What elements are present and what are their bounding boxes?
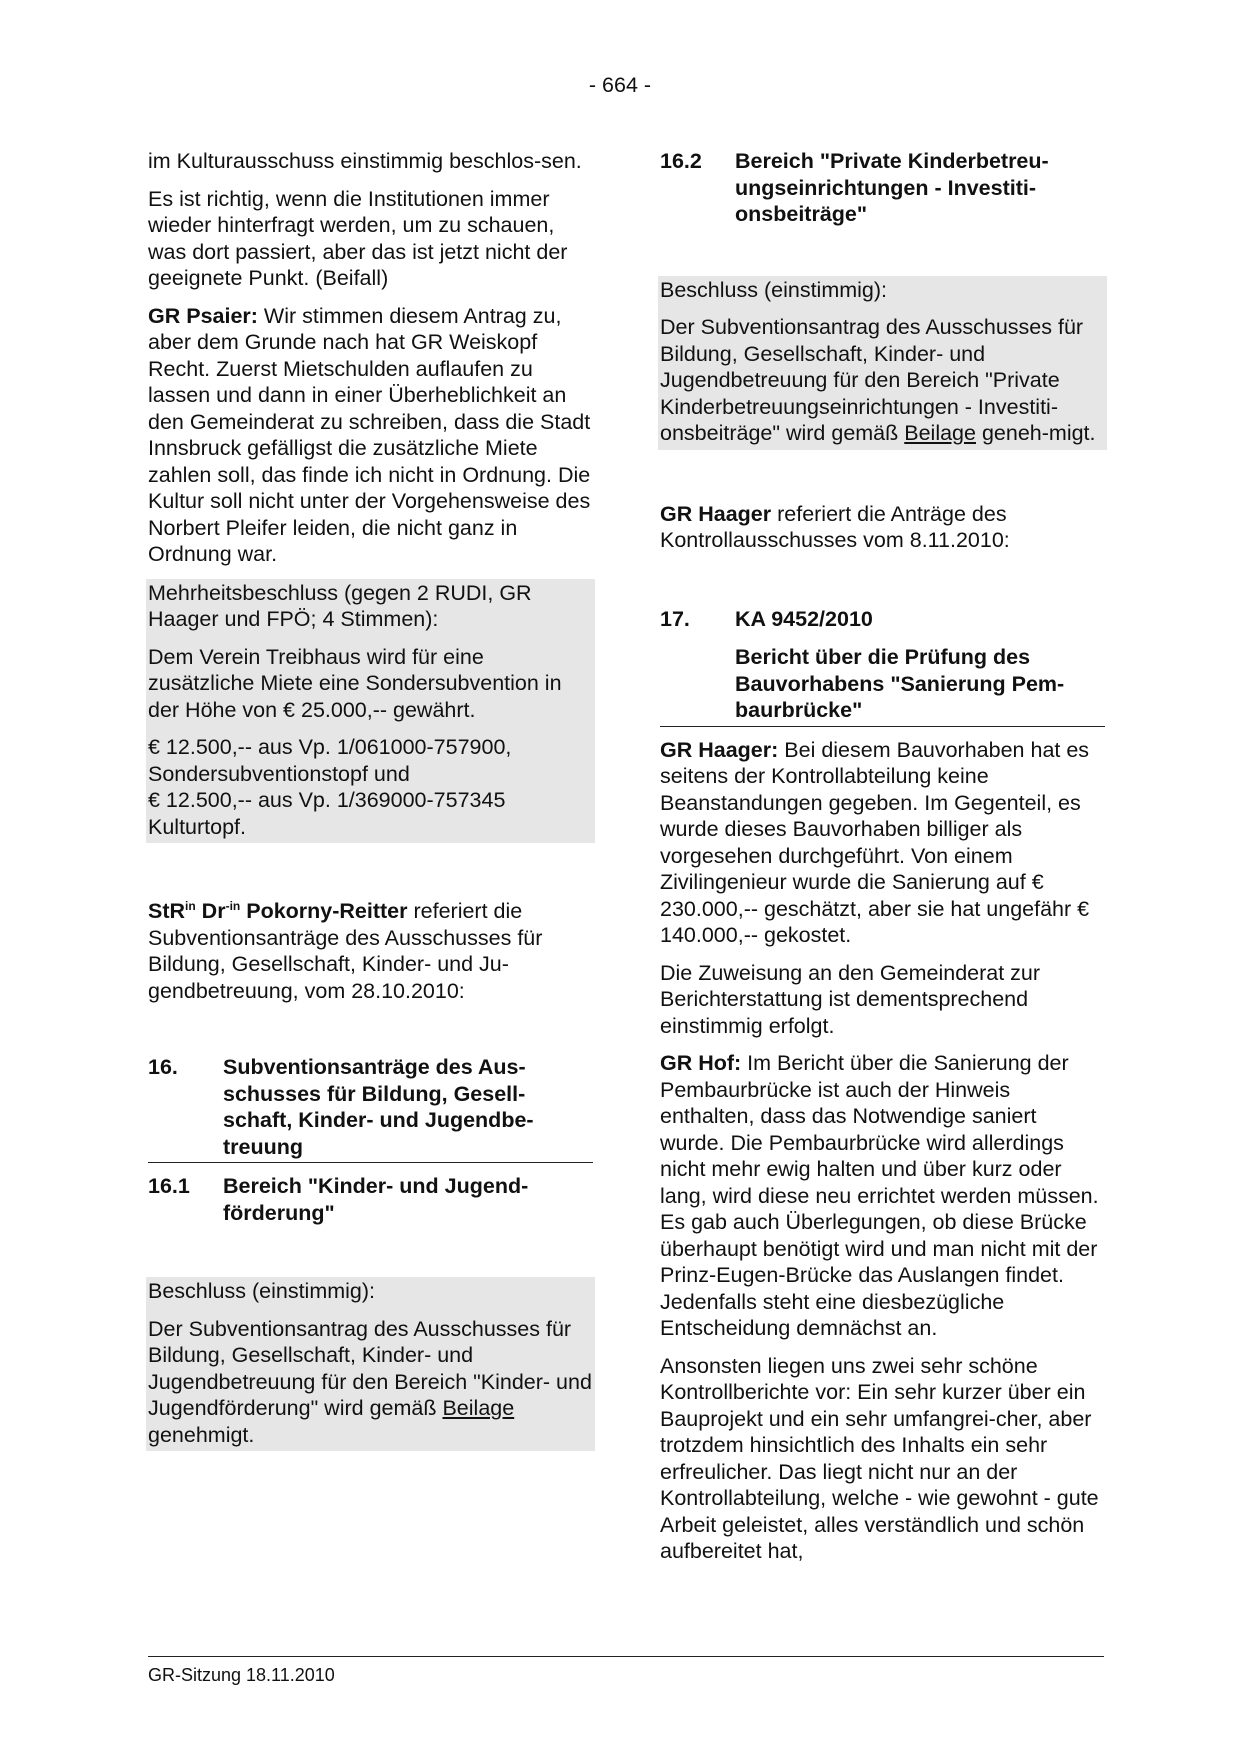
- right-column: [660, 148, 1105, 1576]
- attachment-reference: Beilage: [442, 1396, 515, 1420]
- agenda-title: Bericht über die Prüfung des Bauvorhabens "Sanierung Pem-baurbrücke": [735, 645, 1065, 722]
- speech-text: Bei diesem Bauvorhaben hat es seitens der Kontrollabteilung keine Beanstandungen gegeben. Im Gegenteil, es wurde dieses Bauvorhaben billiger als vorgesehen durchgeführt. Von einem Zivilingenieur wurde die Sanierung auf € 230.000,-- geschätzt, aber sie hat ungefähr € 140.000,-- gekostet.: [660, 737, 1090, 947]
- agenda-heading-16-1: [148, 1173, 593, 1226]
- speaker-name: GR Haager: [660, 501, 772, 526]
- paragraph: Ansonsten liegen uns zwei sehr schöne Kontrollberichte vor: Ein sehr kurzer über ein Bauprojekt und ein sehr umfangrei-cher, aber trotzdem hinsichtlich des Inhalts ein sehr erfreulicher. Das liegt nicht nur an der Kontrollabteilung, welche - wie gewohnt - gute Arbeit geleistet, alles verständlich und schön aufbereitet hat,: [660, 1353, 1099, 1563]
- paragraph: [660, 501, 1105, 554]
- resolution-type: Beschluss (einstimmig):: [660, 277, 887, 302]
- agenda-heading-17: [660, 606, 1105, 727]
- resolution-text: [660, 314, 1105, 447]
- agenda-number: 16.: [148, 1055, 178, 1079]
- funding-line: € 12.500,-- aus Vp. 1/369000-757345: [148, 788, 506, 812]
- resolution-text: Dem Verein Treibhaus wird für eine zusätzliche Miete eine Sondersubvention in der Höhe von € 25.000,-- gewährt.: [148, 644, 562, 722]
- attachment-reference: Beilage: [904, 421, 976, 445]
- agenda-heading-16: [148, 1054, 593, 1163]
- resolution-box: [146, 1277, 595, 1451]
- title-abbrev: Dr: [195, 899, 226, 923]
- resolution-box: [658, 276, 1107, 450]
- paragraph: Es ist richtig, wenn die Institutionen immer wieder hinterfragt werden, um zu schauen, was dort passiert, aber das ist jetzt nicht der geeignete Punkt. (Beifall): [148, 186, 568, 290]
- speaker-surname: Pokorny-Reitter: [240, 899, 408, 923]
- funding-line: Sondersubventionstopf und: [148, 761, 410, 786]
- agenda-heading-16-2: [660, 148, 1105, 228]
- resolution-box: [146, 579, 595, 844]
- speaker-name: GR Haager:: [660, 737, 779, 762]
- agenda-heading-row: [660, 606, 1105, 633]
- resolution-text: [148, 1316, 593, 1449]
- funding-line: € 12.500,-- aus Vp. 1/061000-757900,: [148, 735, 512, 759]
- agenda-ka-number: KA 9452/2010: [735, 606, 873, 631]
- resolution-type: Beschluss (einstimmig):: [148, 1279, 375, 1303]
- paragraph: Die Zuweisung an den Gemeinderat zur Berichterstattung ist dementsprechend einstimmig erfolgt.: [660, 960, 1041, 1038]
- page-number: - 664 -: [588, 73, 652, 97]
- resolution-body: Der Subventionsantrag des Ausschusses für Bildung, Gesellschaft, Kinder- und Jugendbetreuung für den Bereich "Private Kinderbetreuungseinrichtungen - Investiti-onsbeiträge" wird gemäß: [660, 315, 1084, 445]
- funding-line: Kulturtopf.: [148, 814, 246, 839]
- resolution-type: Mehrheitsbeschluss (gegen 2 RUDI, GR Haager und FPÖ; 4 Stimmen):: [148, 580, 532, 631]
- agenda-number: 17.: [660, 606, 690, 631]
- paragraph: [148, 303, 593, 568]
- title-sup: -in: [225, 899, 241, 913]
- agenda-number: 16.1: [148, 1174, 190, 1198]
- footer-session-date: GR-Sitzung 18.11.2010: [148, 1665, 335, 1685]
- speech-text: referiert die Anträge des Kontrollausschusses vom 8.11.2010:: [660, 501, 1010, 552]
- footer-divider: [148, 1656, 1104, 1657]
- paragraph: im Kulturausschuss einstimmig beschlos-sen.: [148, 149, 582, 173]
- report-text: referiert die Subventionsanträge des Ausschusses für Bildung, Gesellschaft, Kinder- und Ju-gendbetreuung, vom 28.10.2010:: [148, 899, 543, 1003]
- paragraph: [660, 1050, 1105, 1342]
- agenda-heading-row: [660, 644, 1105, 724]
- speaker-name: GR Psaier:: [148, 303, 258, 328]
- speech-text: Im Bericht über die Sanierung der Pembaurbrücke ist auch der Hinweis enthalten, dass das Notwendige saniert wurde. Die Pembaurbrücke wird allerdings nicht mehr ewig halten und über kurz oder lang, wird diese neu errichtet werden müssen. Es gab auch Überlegungen, ob diese Brücke überhaupt benötigt wird und man nicht mit der Prinz-Eugen-Brücke das Auslangen findet. Jedenfalls steht eine diesbezügliche Entscheidung demnächst an.: [660, 1051, 1099, 1340]
- funding-source: [148, 734, 593, 840]
- agenda-title: Bereich "Private Kinderbetreu-ungseinrichtungen - Investiti-onsbeiträge": [735, 149, 1049, 226]
- speaker-name: GR Hof:: [660, 1051, 742, 1075]
- resolution-body: Der Subventionsantrag des Ausschusses für Bildung, Gesellschaft, Kinder- und Jugendbetreuung für den Bereich "Kinder- und Jugendförderung" wird gemäß: [148, 1316, 592, 1420]
- paragraph: [660, 737, 1105, 949]
- resolution-body-end: genehmigt.: [148, 1422, 255, 1447]
- agenda-title: Subventionsanträge des Aus-schusses für Bildung, Gesell-schaft, Kinder- und Jugendbe-treuung: [223, 1055, 534, 1159]
- agenda-number-spacer: [660, 644, 735, 724]
- title-sup: in: [185, 899, 196, 913]
- agenda-title: Bereich "Kinder- und Jugend-förderung": [223, 1174, 529, 1225]
- speaker-name: [148, 899, 408, 923]
- title-abbrev: StR: [148, 899, 186, 923]
- speech-text: Wir stimmen diesem Antrag zu, aber dem Grunde nach hat GR Weiskopf Recht. Zuerst Mietschulden auflaufen zu lassen und dann in einer Überheblichkeit an den Gemeinderat zu schreiben, dass die Stadt Innsbruck gefälligst die zusätzliche Miete zahlen soll, das finde ich nicht in Ordnung. Die Kultur soll nicht unter der Vorgehensweise des Norbert Pleifer leiden, die nicht ganz in Ordnung war.: [148, 303, 591, 566]
- report-intro: [148, 898, 593, 1004]
- resolution-body-end: geneh-migt.: [975, 421, 1096, 445]
- agenda-number: 16.2: [660, 149, 702, 173]
- left-column: [148, 148, 593, 1451]
